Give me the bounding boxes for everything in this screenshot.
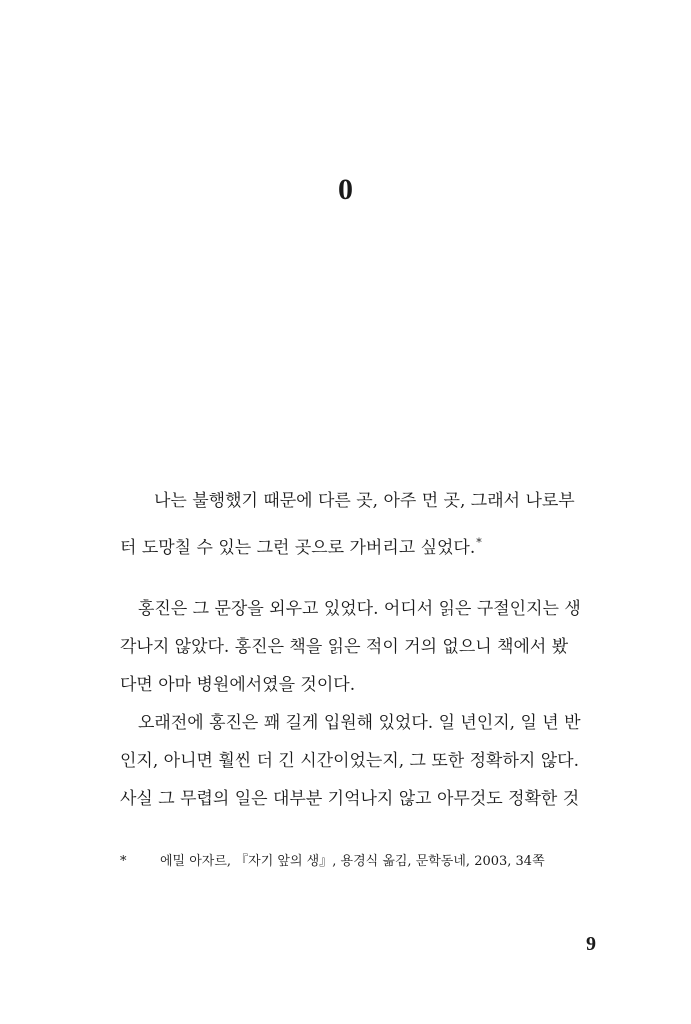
body-line: 각나지 않았다. 홍진은 책을 읽은 적이 거의 없으니 책에서 봤	[120, 637, 569, 657]
body-line: 오래전에 홍진은 꽤 길게 입원해 있었다. 일 년인지, 일 년 반	[138, 713, 581, 733]
page-number: 9	[586, 933, 596, 955]
footnote	[120, 852, 600, 872]
epigraph-line: 나는 불행했기 때문에 다른 곳, 아주 먼 곳, 그래서 나로부	[154, 491, 575, 511]
chapter-number: 0	[338, 173, 353, 206]
body-line: 다면 아마 병원에서였을 것이다.	[120, 675, 356, 695]
body-text	[120, 590, 600, 818]
epigraph	[120, 480, 600, 569]
footnote-reference[interactable]: *	[476, 536, 482, 549]
body-line: 인지, 아니면 훨씬 더 긴 시간이었는지, 그 또한 정확하지 않다.	[120, 751, 579, 771]
footnote-text: 에밀 아자르, 『자기 앞의 생』, 용경식 옮김, 문학동네, 2003, 34쪽	[160, 854, 545, 869]
footnote-marker: *	[120, 854, 127, 869]
epigraph-line: 터 도망칠 수 있는 그런 곳으로 가버리고 싶었다.*	[120, 536, 482, 558]
body-line: 홍진은 그 문장을 외우고 있었다. 어디서 읽은 구절인지는 생	[138, 599, 581, 619]
body-line: 사실 그 무렵의 일은 대부분 기억나지 않고 아무것도 정확한 것	[120, 789, 580, 809]
